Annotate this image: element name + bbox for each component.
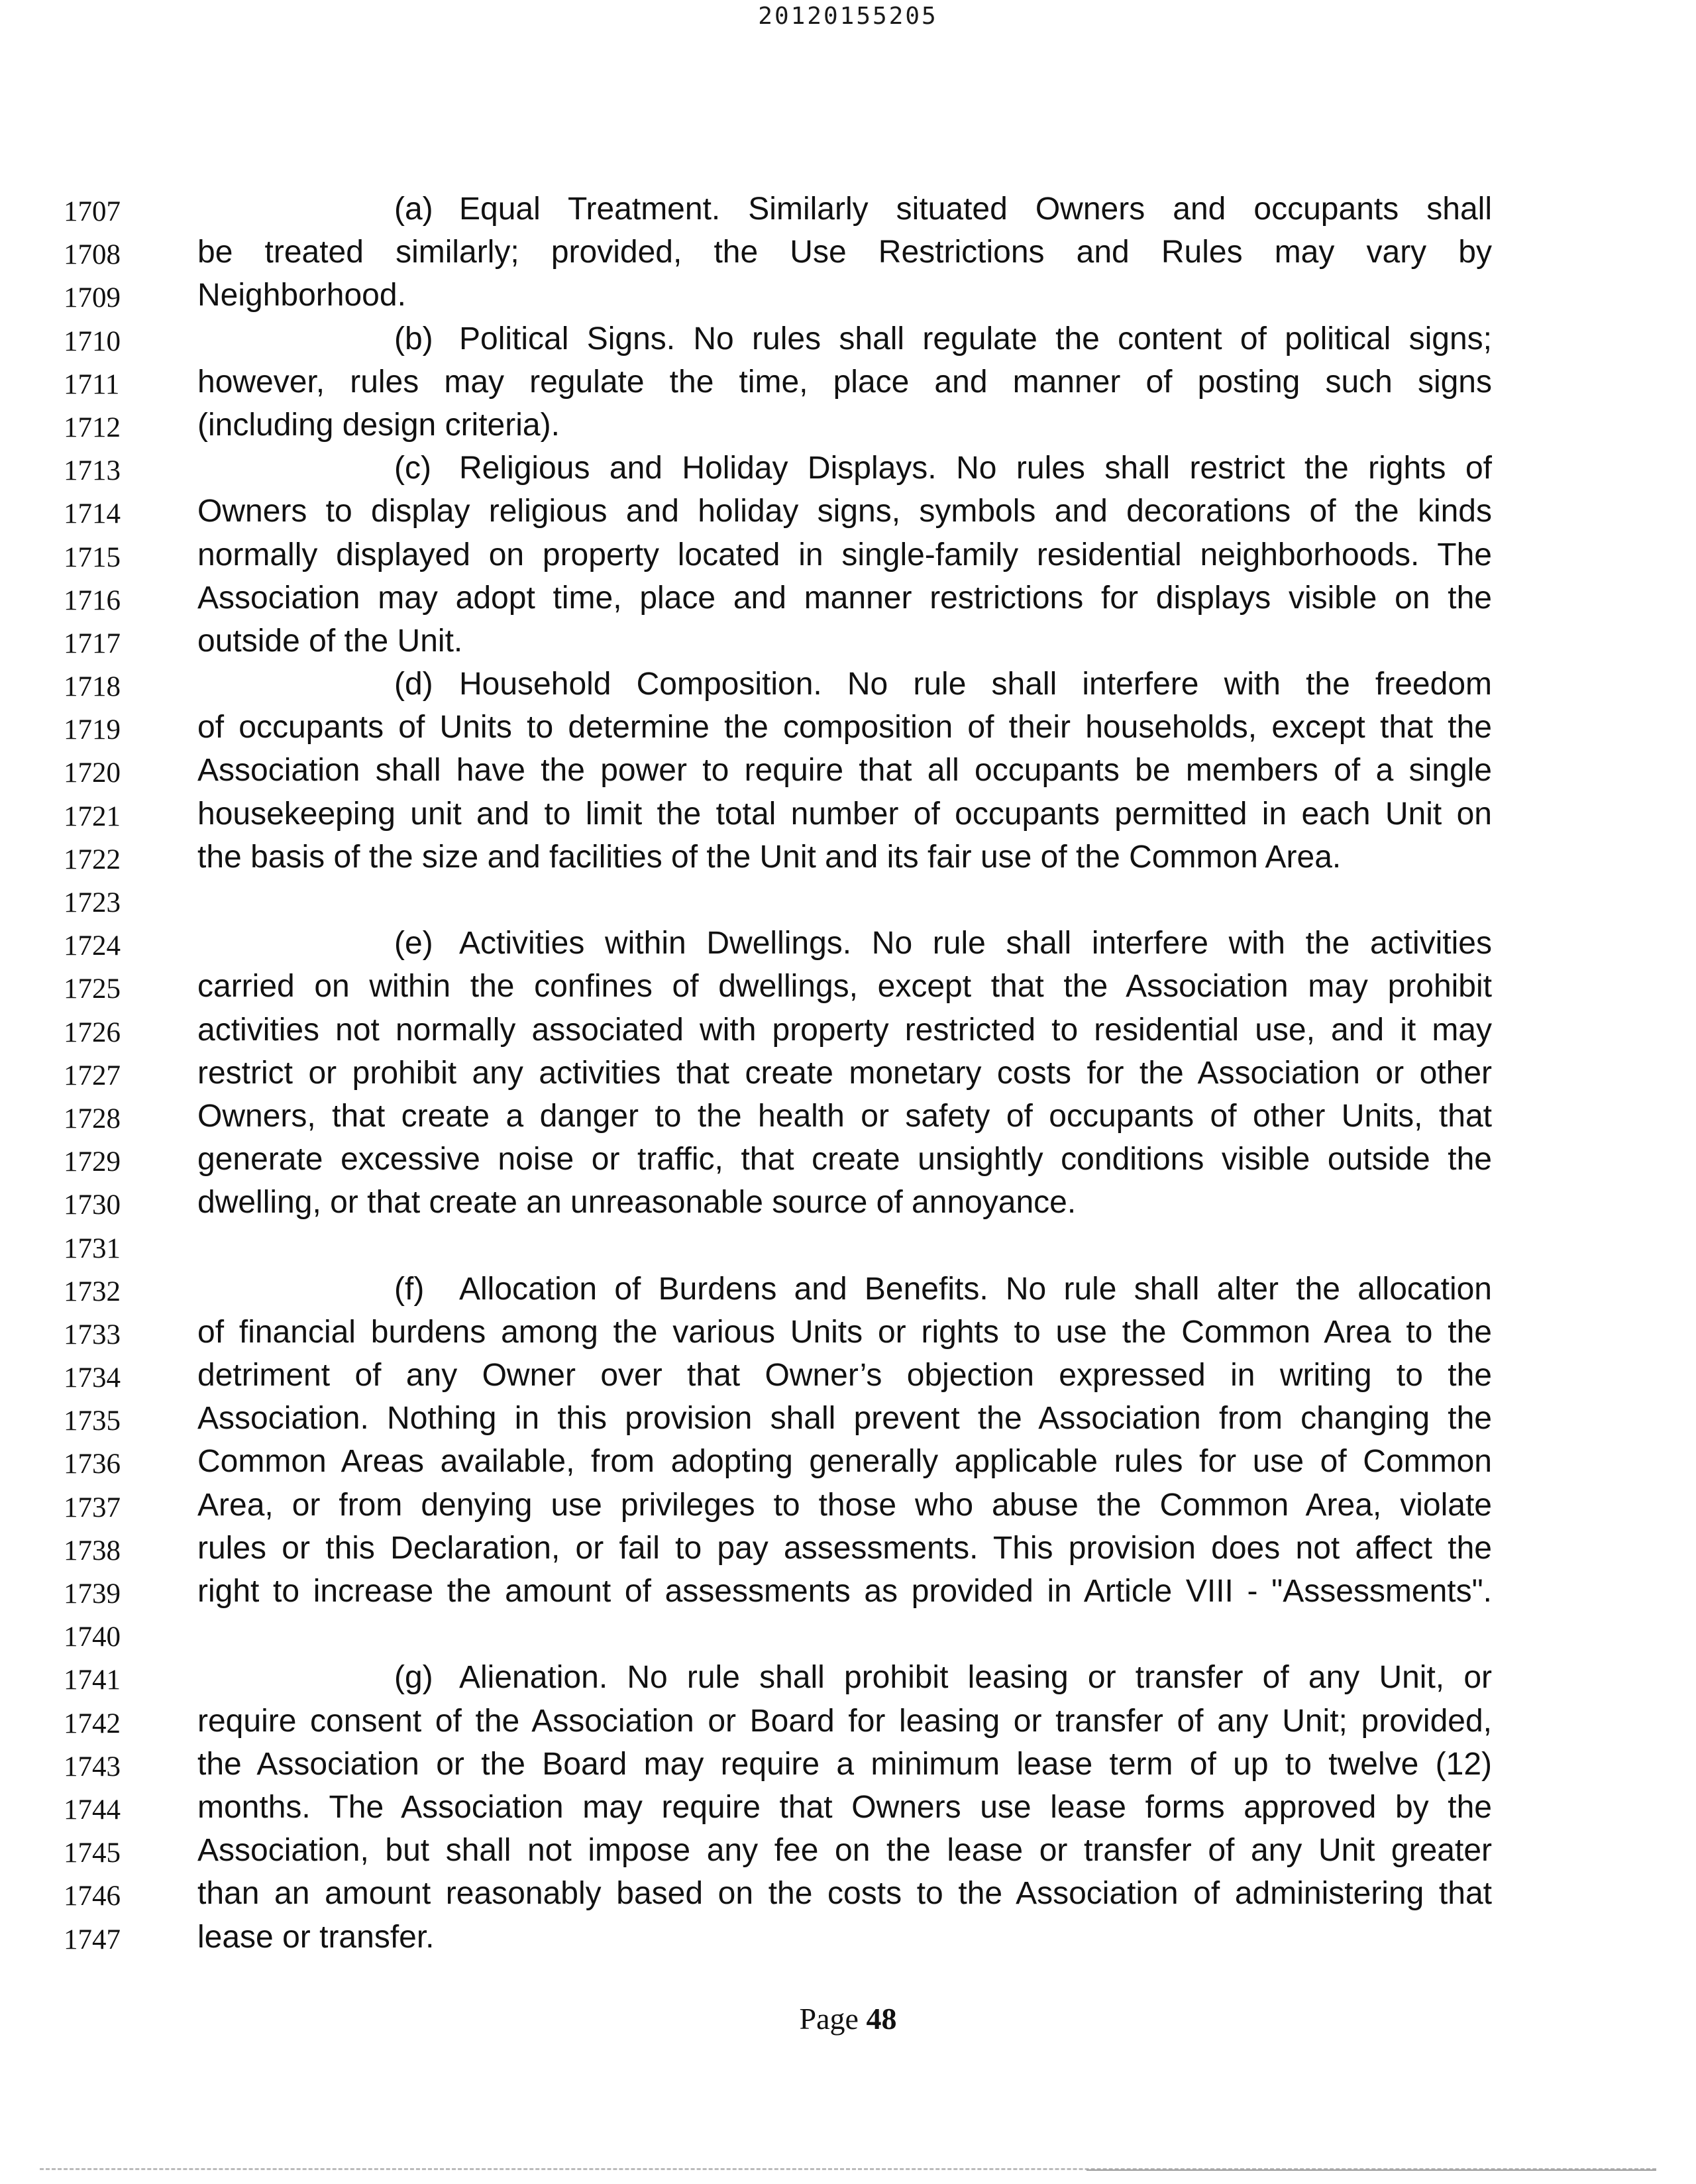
document-line: [0, 1700, 1696, 1743]
line-text: [197, 1138, 1492, 1181]
line-text: [197, 1743, 1492, 1786]
line-content: Area, or from denying use privileges to those who abuse the Common Area, violate: [197, 1487, 1492, 1523]
line-number: 1728: [64, 1103, 121, 1134]
line-number: 1739: [64, 1578, 121, 1610]
line-content: Religious and Holiday Displays. No rules shall restrict the rights of: [459, 451, 1492, 486]
document-line: [0, 749, 1696, 792]
line-text: [197, 620, 1492, 663]
line-number: 1736: [64, 1448, 121, 1480]
line-text: [197, 1009, 1492, 1052]
line-text: [197, 792, 1492, 836]
line-number: 1709: [64, 282, 121, 314]
line-number: 1710: [64, 325, 121, 357]
line-content: Owners, that create a danger to the health or safety of occupants of other Units, that: [197, 1098, 1492, 1134]
subsection-label: (g): [394, 1660, 433, 1696]
line-content: require consent of the Association or Board for leasing or transfer of any Unit; provided,: [197, 1703, 1492, 1739]
line-number: 1732: [64, 1276, 121, 1307]
line-content: Association, but shall not impose any fee on the lease or transfer of any Unit greater: [197, 1833, 1492, 1869]
line-content: housekeeping unit and to limit the total number of occupants permitted in each Unit on: [197, 796, 1492, 832]
document-line: [0, 879, 1696, 922]
line-text: [197, 404, 1492, 447]
subsection-label: (e): [394, 926, 433, 961]
line-number: 1733: [64, 1319, 121, 1350]
line-text: [197, 1311, 1492, 1354]
line-number: 1721: [64, 800, 121, 832]
line-text: [197, 1527, 1492, 1570]
page-label: Page: [799, 2002, 859, 2036]
line-text: [197, 231, 1492, 274]
document-body: [0, 188, 1696, 1959]
document-line: [0, 1225, 1696, 1268]
line-text: [197, 360, 1492, 404]
line-text: [197, 836, 1492, 879]
document-line: [0, 360, 1696, 404]
subsection-label: (f): [394, 1271, 425, 1307]
line-text: [197, 1181, 1492, 1224]
line-text: [197, 749, 1492, 792]
document-line: [0, 576, 1696, 620]
scan-artifact-line-right: [1086, 2169, 1656, 2171]
document-line: [0, 1052, 1696, 1095]
line-text: [394, 922, 1492, 965]
line-content: be treated similarly; provided, the Use Restrictions and Rules may vary by: [197, 235, 1492, 270]
document-number: 20120155205: [758, 3, 938, 30]
line-content: Political Signs. No rules shall regulate the content of political signs;: [459, 321, 1492, 356]
line-text: [197, 576, 1492, 620]
line-text: [197, 1700, 1492, 1743]
document-line: [0, 836, 1696, 879]
document-line: [0, 1311, 1696, 1354]
document-line: [0, 1138, 1696, 1181]
line-content: normally displayed on property located in single-family residential neighborhoods. The: [197, 537, 1492, 573]
line-number: 1713: [64, 455, 121, 487]
line-text: [197, 1916, 1492, 1959]
document-line: [0, 1181, 1696, 1224]
line-text: [197, 1397, 1492, 1440]
line-number: 1723: [64, 887, 121, 918]
line-content: of financial burdens among the various Units or rights to use the Common Area to the: [197, 1314, 1492, 1350]
line-number: 1712: [64, 411, 121, 443]
line-number: 1708: [64, 239, 121, 271]
document-line: [0, 1397, 1696, 1440]
document-line: [0, 1354, 1696, 1397]
line-content: right to increase the amount of assessments as provided in Article VIII - "Assessments".: [197, 1574, 1492, 1609]
line-text: [394, 447, 1492, 490]
page-number: 48: [866, 2002, 897, 2036]
line-text: [197, 1354, 1492, 1397]
subsection-label: (a): [394, 191, 433, 227]
line-number: 1730: [64, 1189, 121, 1221]
line-number: 1731: [64, 1232, 121, 1264]
line-content: Equal Treatment. Similarly situated Owners and occupants shall: [459, 191, 1492, 227]
line-text: [197, 1095, 1492, 1138]
line-number: 1711: [64, 368, 120, 400]
line-content: Allocation of Burdens and Benefits. No rule shall alter the allocation: [459, 1271, 1492, 1307]
line-text: [197, 1570, 1492, 1613]
line-number: 1746: [64, 1881, 121, 1912]
document-line: [0, 274, 1696, 317]
document-line: [0, 533, 1696, 576]
line-number: 1741: [64, 1665, 121, 1696]
line-text: [197, 1440, 1492, 1483]
line-content: Owners to display religious and holiday signs, symbols and decorations of the kinds: [197, 494, 1492, 529]
line-text: [197, 706, 1492, 749]
line-number: 1734: [64, 1362, 121, 1394]
line-number: 1742: [64, 1708, 121, 1739]
line-number: 1716: [64, 584, 121, 616]
line-text: [197, 274, 1492, 317]
document-line: [0, 792, 1696, 836]
line-text: [197, 1786, 1492, 1829]
line-text: [197, 965, 1492, 1008]
line-content: Household Composition. No rule shall interfere with the freedom: [459, 667, 1492, 702]
line-number: 1743: [64, 1751, 121, 1782]
line-content: generate excessive noise or traffic, that create unsightly conditions visible outside the: [197, 1142, 1492, 1177]
document-line: [0, 1786, 1696, 1829]
line-text: [197, 490, 1492, 533]
line-number: 1726: [64, 1016, 121, 1048]
subsection-label: (c): [394, 451, 431, 486]
line-number: 1737: [64, 1492, 121, 1523]
line-number: 1707: [64, 196, 121, 227]
line-number: 1717: [64, 628, 121, 659]
line-content: Neighborhood.: [197, 278, 406, 313]
line-text: [394, 188, 1492, 231]
document-line: [0, 1656, 1696, 1699]
document-line: [0, 1527, 1696, 1570]
document-line: [0, 663, 1696, 706]
line-content: Common Areas available, from adopting generally applicable rules for use of Common: [197, 1444, 1492, 1480]
line-text: [394, 1656, 1492, 1699]
line-number: 1745: [64, 1837, 121, 1869]
document-line: [0, 490, 1696, 533]
line-text: [394, 1268, 1492, 1311]
line-content: restrict or prohibit any activities that create monetary costs for the Association or other: [197, 1055, 1492, 1091]
line-number: 1747: [64, 1924, 121, 1955]
subsection-label: (b): [394, 321, 433, 356]
line-content: lease or transfer.: [197, 1919, 435, 1955]
document-line: [0, 1743, 1696, 1786]
document-line: [0, 620, 1696, 663]
line-content: the Association or the Board may require a minimum lease term of up to twelve (12): [197, 1746, 1492, 1782]
line-text: [394, 317, 1492, 360]
line-content: of occupants of Units to determine the composition of their households, except that the: [197, 710, 1492, 745]
line-number: 1718: [64, 671, 121, 703]
line-text: [197, 1872, 1492, 1915]
line-number: 1720: [64, 757, 121, 789]
document-line: [0, 1570, 1696, 1613]
line-content: outside of the Unit.: [197, 623, 463, 659]
document-line: [0, 231, 1696, 274]
document-line: [0, 317, 1696, 360]
line-number: 1725: [64, 973, 121, 1005]
line-text: [197, 1052, 1492, 1095]
line-content: rules or this Declaration, or fail to pay assessments. This provision does not affect the: [197, 1530, 1492, 1566]
document-line: [0, 404, 1696, 447]
document-line: [0, 706, 1696, 749]
document-line: [0, 447, 1696, 490]
subsection-label: (d): [394, 667, 433, 702]
line-number: 1738: [64, 1535, 121, 1566]
line-number: 1735: [64, 1405, 121, 1437]
line-text: [197, 1484, 1492, 1527]
line-number: 1722: [64, 844, 121, 875]
line-content: (including design criteria).: [197, 407, 560, 443]
document-line: [0, 1009, 1696, 1052]
line-content: months. The Association may require that Owners use lease forms approved by the: [197, 1789, 1492, 1825]
document-line: [0, 1829, 1696, 1872]
line-number: 1729: [64, 1146, 121, 1178]
document-line: [0, 1916, 1696, 1959]
document-line: [0, 1268, 1696, 1311]
line-content: activities not normally associated with property restricted to residential use, and it may: [197, 1012, 1492, 1048]
page-footer: [0, 2001, 1696, 2036]
document-line: [0, 1613, 1696, 1656]
line-number: 1740: [64, 1621, 121, 1653]
line-number: 1727: [64, 1060, 121, 1091]
line-content: than an amount reasonably based on the costs to the Association of administering that: [197, 1876, 1492, 1912]
document-line: [0, 922, 1696, 965]
line-content: detriment of any Owner over that Owner’s objection expressed in writing to the: [197, 1358, 1492, 1393]
document-line: [0, 965, 1696, 1008]
line-content: the basis of the size and facilities of the Unit and its fair use of the Common Area.: [197, 839, 1342, 875]
line-text: [394, 663, 1492, 706]
document-line: [0, 188, 1696, 231]
line-content: carried on within the confines of dwellings, except that the Association may prohibit: [197, 969, 1492, 1005]
line-number: 1714: [64, 498, 121, 530]
line-content: Association may adopt time, place and manner restrictions for displays visible on the: [197, 580, 1492, 616]
document-line: [0, 1095, 1696, 1138]
line-number: 1724: [64, 930, 121, 962]
line-text: [197, 1829, 1492, 1872]
line-number: 1744: [64, 1794, 121, 1826]
line-content: Alienation. No rule shall prohibit leasing or transfer of any Unit, or: [459, 1660, 1492, 1696]
line-content: dwelling, or that create an unreasonable source of annoyance.: [197, 1185, 1077, 1221]
line-content: however, rules may regulate the time, place and manner of posting such signs: [197, 364, 1492, 400]
line-content: Association. Nothing in this provision shall prevent the Association from changing the: [197, 1401, 1492, 1437]
document-line: [0, 1440, 1696, 1483]
line-number: 1719: [64, 714, 121, 746]
document-line: [0, 1872, 1696, 1915]
line-content: Activities within Dwellings. No rule shall interfere with the activities: [459, 926, 1492, 961]
line-content: Association shall have the power to require that all occupants be members of a single: [197, 753, 1492, 789]
line-text: [197, 533, 1492, 576]
line-number: 1715: [64, 541, 121, 573]
document-line: [0, 1484, 1696, 1527]
